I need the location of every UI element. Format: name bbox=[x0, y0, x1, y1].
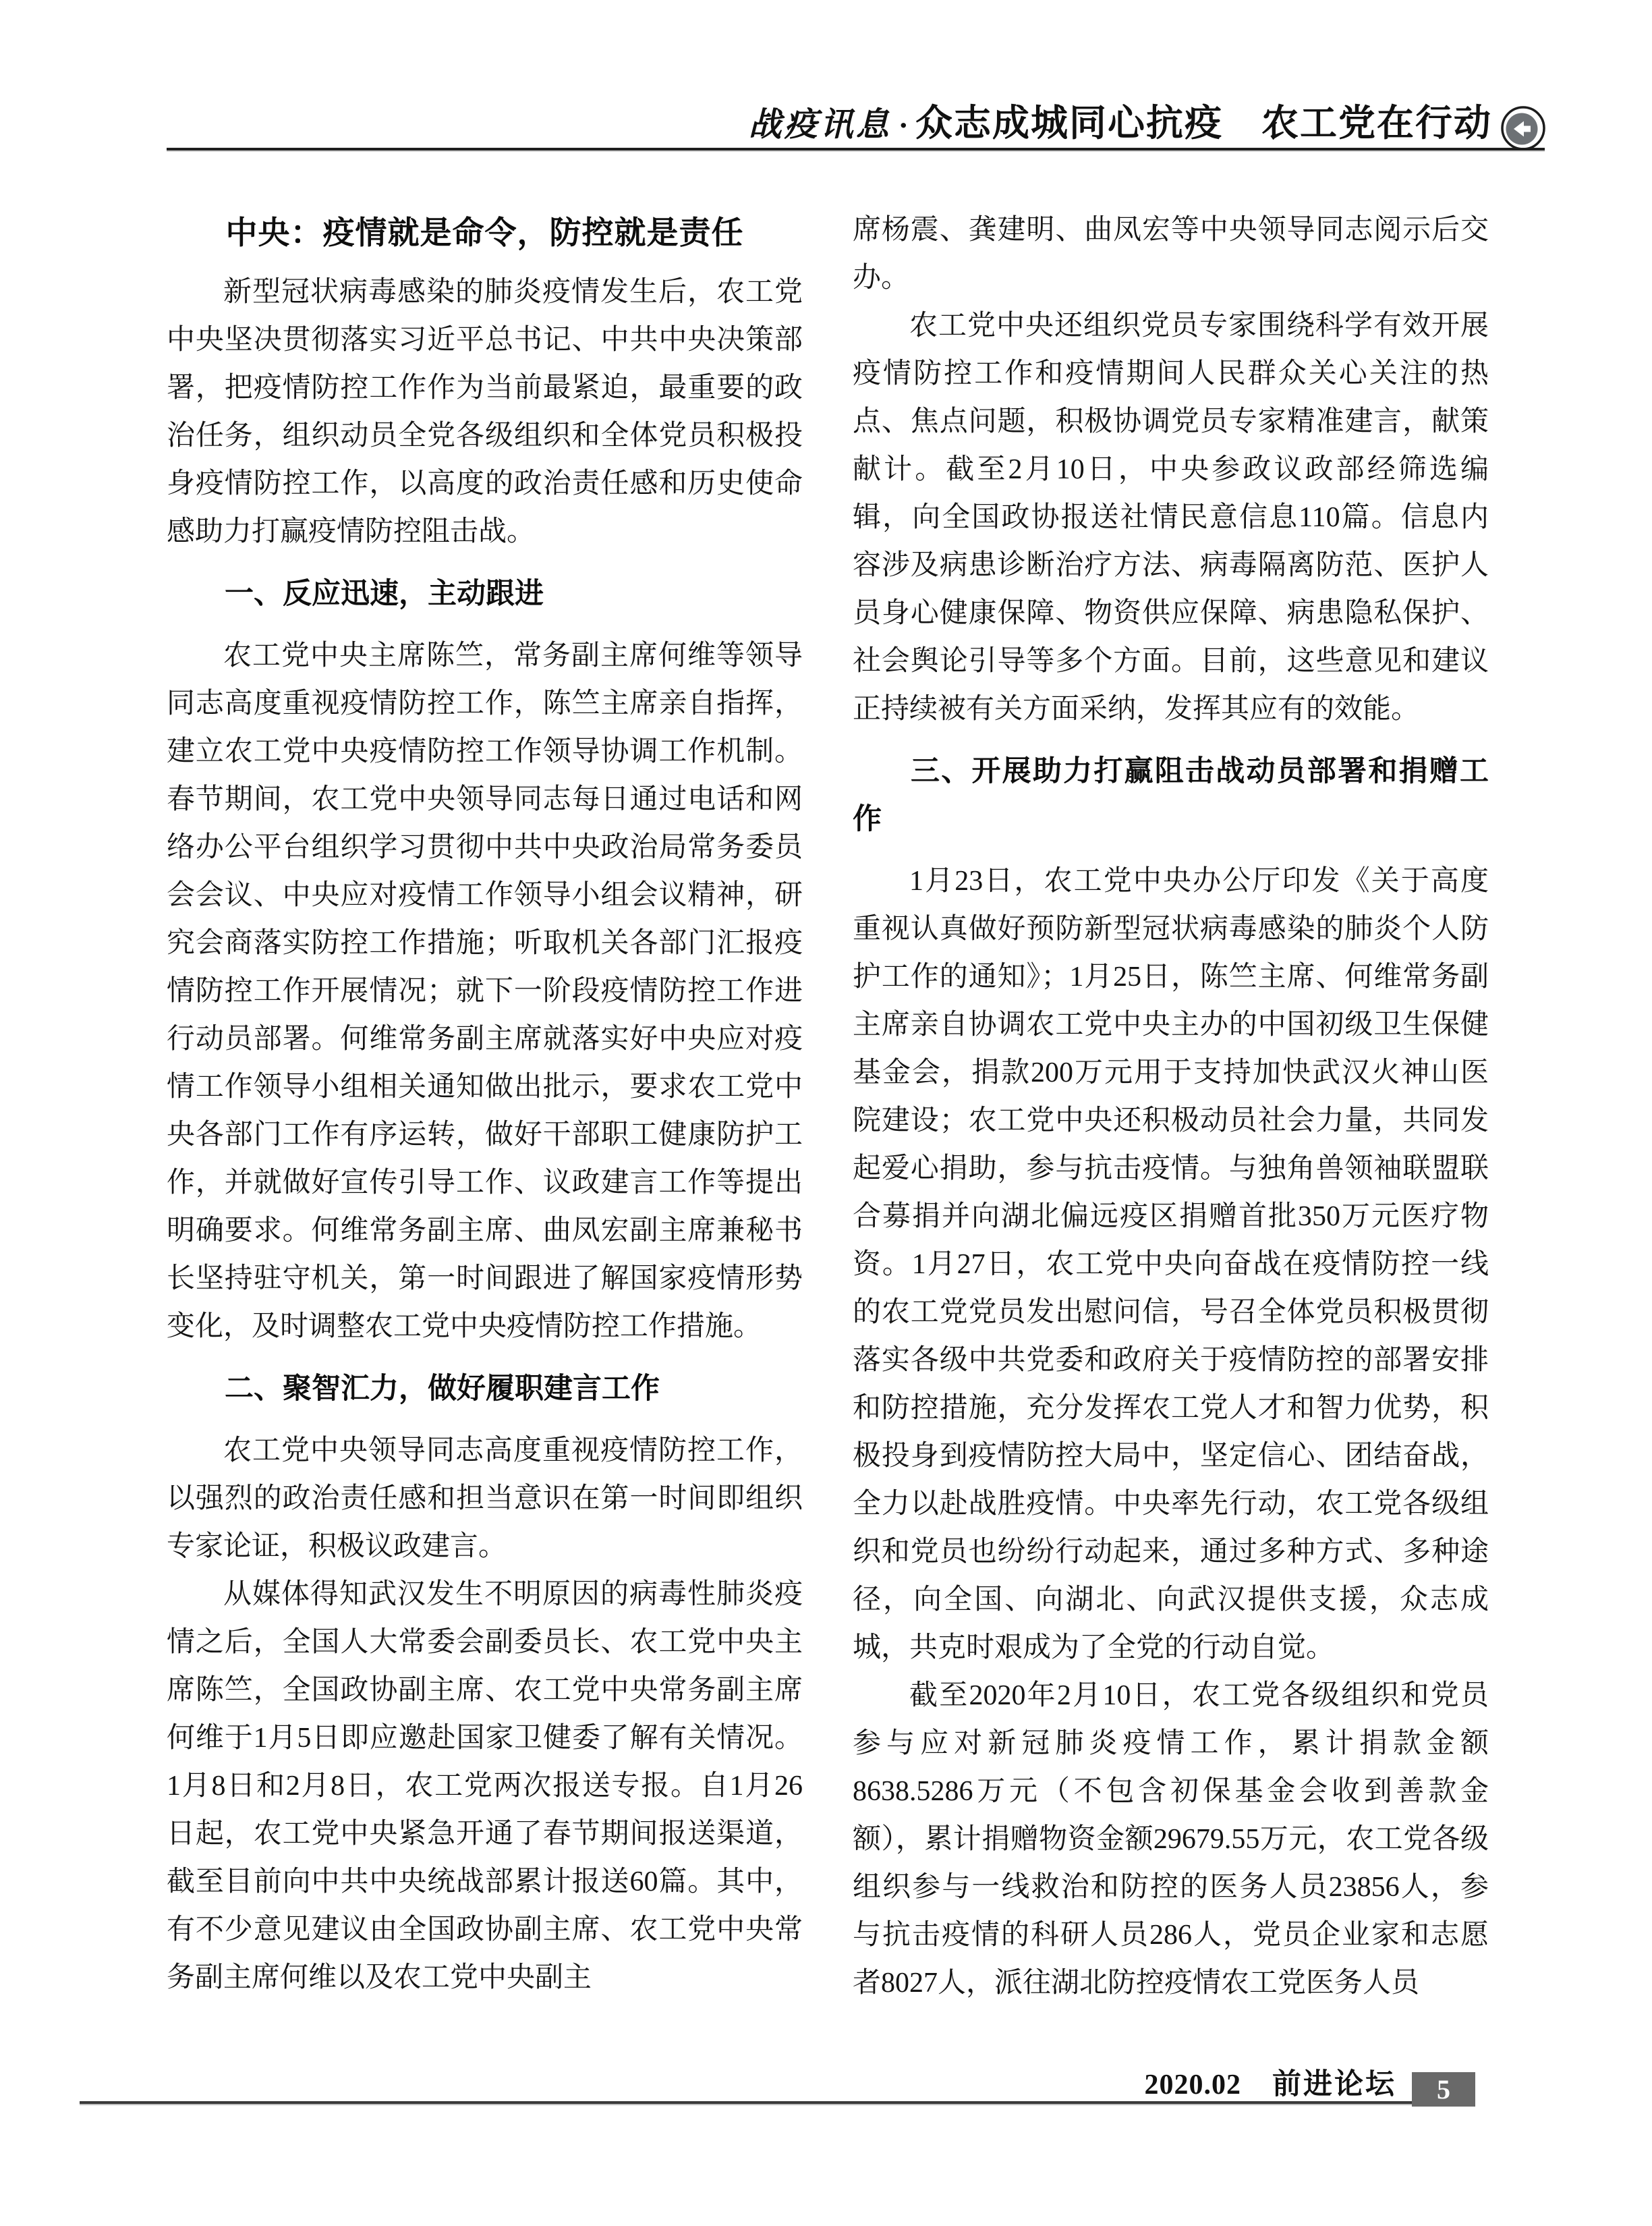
paragraph: 农工党中央还组织党员专家围绕科学有效开展疫情防控工作和疫情期间人民群众关心关注的热点、焦点问题，积极协调党员专家精准建言，献策献计。截至2月10日，中央参政议政部经筛选编辑，向全国政协报送社情民意信息110篇。信息内容涉及病患诊断治疗方法、病毒隔离防范、医护人员身心健康保障、物资供应保障、病患隐私保护、社会舆论引导等多个方面。目前，这些意见和建议正持续被有关方面采纳，发挥其应有的效能。 bbox=[853, 310, 1489, 725]
right-column-blocks bbox=[853, 206, 1489, 2007]
section-heading: 一、反应迅速，主动跟进 bbox=[225, 578, 544, 610]
header-section-label: 众志成城同心抗疫 农工党在行动 bbox=[915, 102, 1492, 144]
section-heading: 二、聚智汇力，做好履职建言工作 bbox=[225, 1372, 660, 1405]
page-footer bbox=[1145, 2067, 1397, 2101]
paragraph: 1月23日，农工党中央办公厅印发《关于高度重视认真做好预防新型冠状病毒感染的肺炎个人防护工作的通知》；1月25日，陈竺主席、何维常务副主席亲自协调农工党中央主办的中国初级卫生保健基金会，捐款200万元用于支持加快武汉火神山医院建设；农工党中央还积极动员社会力量，共同发起爱心捐助，参与抗击疫情。与独角兽领袖联盟联合募捐并向湖北偏远疫区捐赠首批350万元医疗物资。1月27日，农工党中央向奋战在疫情防控一线的农工党党员发出慰问信，号召全体党员积极贯彻落实各级中共党委和政府关于疫情防控的部署安排和防控措施，充分发挥农工党人才和智力优势，积极投身到疫情防控大局中，坚定信心、团结奋战，全力以赴战胜疫情。中央率先行动，农工党各级组织和党员也纷纷行动起来，通过多种方式、多种途径，向全国、向湖北、向武汉提供支援，众志成城，共克时艰成为了全党的行动自觉。 bbox=[853, 866, 1489, 1663]
right-column bbox=[853, 206, 1489, 2007]
left-column-blocks bbox=[167, 269, 803, 2002]
article-title: 中央：疫情就是命令，防控就是责任 bbox=[225, 215, 744, 250]
paragraph: 农工党中央领导同志高度重视疫情防控工作，以强烈的政治责任感和担当意识在第一时间即组织专家论证，积极议政建言。 bbox=[167, 1435, 803, 1562]
footer-issue: 2020.02 bbox=[1144, 2069, 1241, 2100]
left-column bbox=[167, 206, 803, 2002]
footer-rule bbox=[80, 2101, 1412, 2104]
footer-journal-name: 前进论坛 bbox=[1272, 2068, 1396, 2100]
page-number: 5 bbox=[1437, 2074, 1450, 2105]
paragraph: 农工党中央主席陈竺，常务副主席何维等领导同志高度重视疫情防控工作，陈竺主席亲自指挥，建立农工党中央疫情防控工作领导协调工作机制。春节期间，农工党中央领导同志每日通过电话和网络办公平台组织学习贯彻中共中央政治局常务委员会会议、中央应对疫情工作领导小组会议精神，研究会商落实防控工作措施；听取机关各部门汇报疫情防控工作开展情况；就下一阶段疫情防控工作进行动员部署。何维常务副主席就落实好中央应对疫情工作领导小组相关通知做出批示，要求农工党中央各部门工作有序运转，做好干部职工健康防护工作，并就做好宣传引导工作、议政建言工作等提出明确要求。何维常务副主席、曲凤宏副主席兼秘书长坚持驻守机关，第一时间跟进了解国家疫情形势变化，及时调整农工党中央疫情防控工作措施。 bbox=[167, 640, 803, 1342]
header-separator-dot: · bbox=[898, 108, 909, 142]
circle-back-arrow-icon bbox=[1499, 105, 1547, 153]
paragraph: 席杨震、龚建明、曲凤宏等中央领导同志阅示后交办。 bbox=[853, 215, 1489, 294]
header-section-label-script: 战疫讯息 bbox=[748, 106, 892, 143]
section-heading: 三、开展助力打赢阻击战动员部署和捐赠工作 bbox=[853, 755, 1489, 835]
page-number-box bbox=[1412, 2072, 1475, 2107]
paragraph: 截至2020年2月10日，农工党各级组织和党员参与应对新冠肺炎疫情工作，累计捐款金额8638.5286万元（不包含初保基金会收到善款金额），累计捐赠物资金额29679.55万元，农工党各级组织参与一线救治和防控的医务人员23856人，参与抗击疫情的科研人员286人，党员企业家和志愿者8027人，派往湖北防控疫情农工党医务人员 bbox=[853, 1680, 1489, 1999]
paragraph: 从媒体得知武汉发生不明原因的病毒性肺炎疫情之后，全国人大常委会副委员长、农工党中央主席陈竺，全国政协副主席、农工党中央常务副主席何维于1月5日即应邀赴国家卫健委了解有关情况。1月8日和2月8日，农工党两次报送专报。自1月26日起，农工党中央紧急开通了春节期间报送渠道，截至目前向中共中央统战部累计报送60篇。其中，有不少意见建议由全国政协副主席、农工党中央常务副主席何维以及农工党中央副主 bbox=[167, 1579, 803, 1993]
paragraph: 新型冠状病毒感染的肺炎疫情发生后，农工党中央坚决贯彻落实习近平总书记、中共中央决策部署，把疫情防控工作作为当前最紧迫，最重要的政治任务，组织动员全党各级组织和全体党员积极投身疫情防控工作，以高度的政治责任感和历史使命感助力打赢疫情防控阻击战。 bbox=[167, 277, 803, 547]
header-rule bbox=[167, 148, 1545, 150]
